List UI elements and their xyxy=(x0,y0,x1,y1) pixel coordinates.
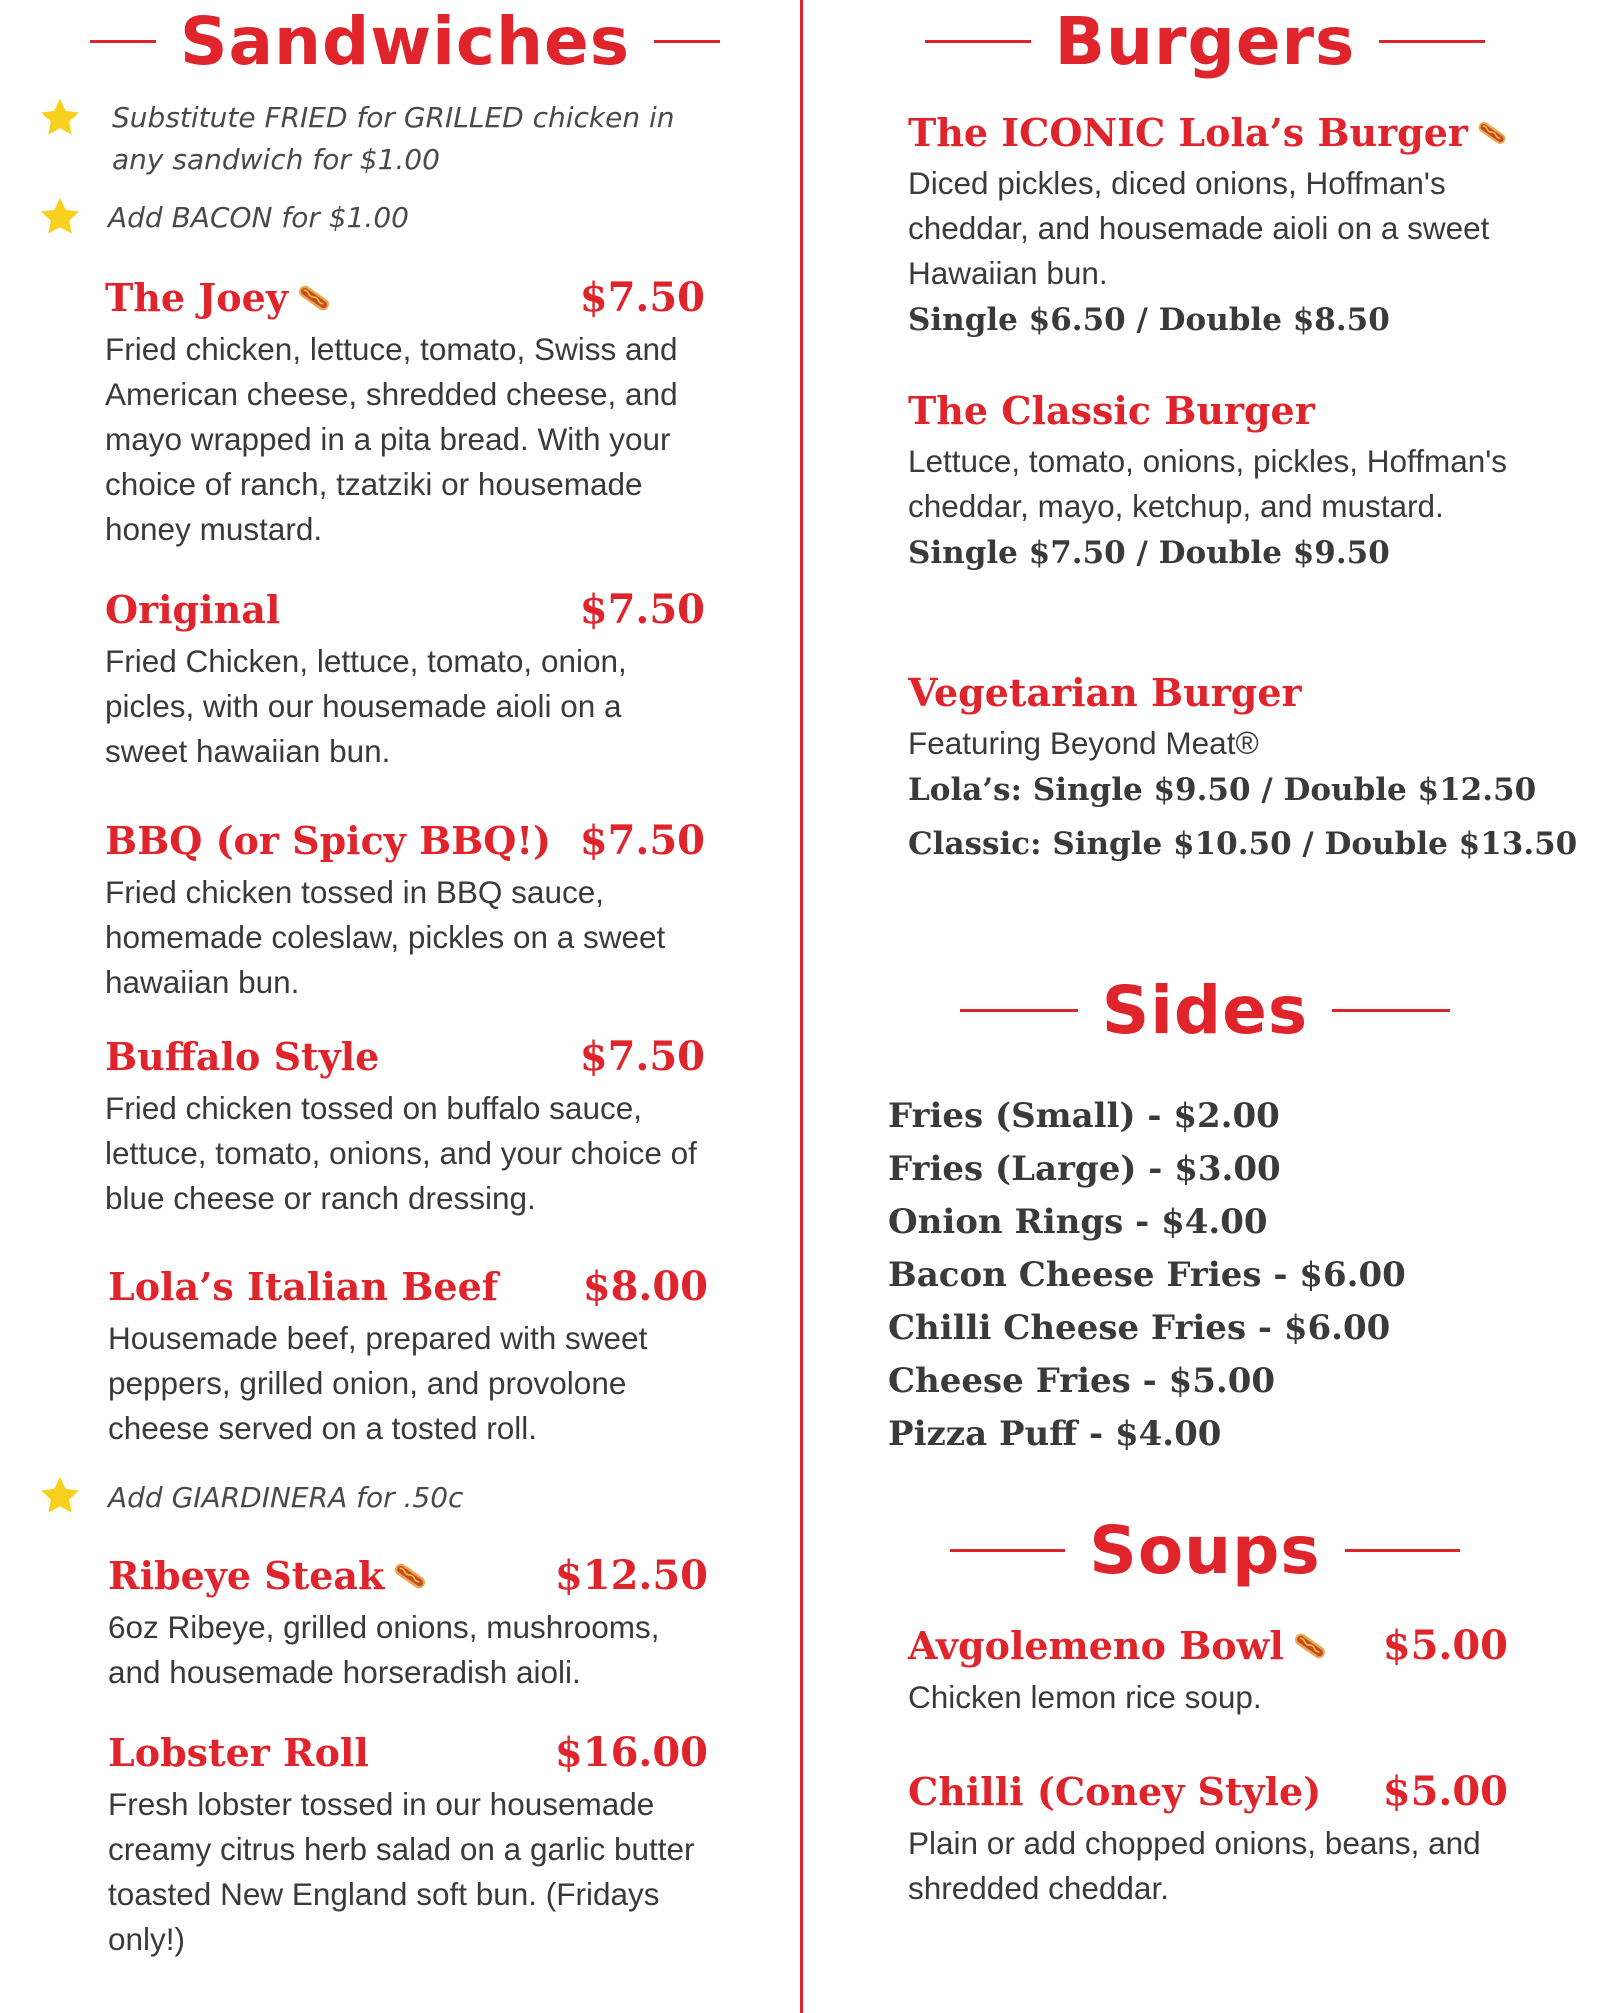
menu-item-lobster-roll xyxy=(108,1729,708,1962)
item-name: Chilli (Coney Style) xyxy=(908,1769,1322,1814)
note-bacon: Add BACON for $1.00 xyxy=(108,201,409,234)
section-title: Sandwiches xyxy=(179,2,631,80)
sides-heading xyxy=(960,965,1450,1055)
item-pricing-classic: Classic: Single $10.50 / Double $13.50 xyxy=(908,826,1578,862)
item-description: Chicken lemon rice soup. xyxy=(908,1679,1262,1715)
item-description: Fresh lobster tossed in our housemade creamy citrus herb salad on a garlic butter toasted New England soft bun. (Fridays only!) xyxy=(108,1786,695,1957)
side-item: Fries (Large) - $3.00 xyxy=(888,1149,1281,1189)
item-description: Diced pickles, diced onions, Hoffman's cheddar, and housemade aioli on a sweet Hawaiian bun. xyxy=(908,165,1490,291)
item-pricing-lolas: Lola’s: Single $9.50 / Double $12.50 xyxy=(908,772,1537,808)
menu-item-buffalo-style xyxy=(105,1033,705,1221)
sandwiches-heading xyxy=(90,0,720,82)
hotdog-icon xyxy=(392,1562,428,1590)
star-icon xyxy=(38,195,82,239)
item-name: Lobster Roll xyxy=(108,1730,369,1775)
item-pricing: Single $7.50 / Double $9.50 xyxy=(908,535,1390,571)
item-price: $5.00 xyxy=(1382,1768,1508,1815)
item-name: Ribeye Steak xyxy=(108,1553,385,1598)
section-title: Soups xyxy=(1089,1511,1321,1589)
section-title: Burgers xyxy=(1054,2,1356,80)
menu-item-italian-beef xyxy=(108,1263,708,1451)
menu-item-original xyxy=(105,586,705,774)
menu-item-bbq xyxy=(105,817,705,1005)
item-description: 6oz Ribeye, grilled onions, mushrooms, and housemade horseradish aioli. xyxy=(108,1609,660,1690)
menu-item-ribeye-steak xyxy=(108,1552,708,1695)
side-item: Fries (Small) - $2.00 xyxy=(888,1096,1280,1136)
heading-rule xyxy=(654,40,720,43)
soups-heading xyxy=(950,1505,1460,1595)
item-price: $7.50 xyxy=(579,586,705,633)
menu-item-chilli-coney xyxy=(908,1768,1508,1911)
item-name: Vegetarian Burger xyxy=(908,670,1302,715)
star-icon xyxy=(38,1474,82,1518)
side-item: Chilli Cheese Fries - $6.00 xyxy=(888,1308,1391,1348)
heading-rule xyxy=(1332,1009,1450,1012)
note-substitute: Substitute FRIED for GRILLED chicken in any sandwich for $1.00 xyxy=(112,101,675,176)
item-price: $16.00 xyxy=(554,1729,708,1776)
hotdog-icon xyxy=(296,284,332,312)
star-icon xyxy=(38,96,82,140)
burgers-heading xyxy=(925,0,1485,82)
sides-list xyxy=(888,1090,1406,1461)
item-price: $8.00 xyxy=(582,1263,708,1310)
item-description: Fried chicken tossed on buffalo sauce, lettuce, tomato, onions, and your choice of blue cheese or ranch dressing. xyxy=(105,1090,697,1216)
menu-item-vegetarian-burger xyxy=(908,670,1578,862)
item-price: $7.50 xyxy=(579,274,705,321)
menu-item-the-joey xyxy=(105,274,705,552)
item-description: Fried chicken, lettuce, tomato, Swiss and American cheese, shredded cheese, and mayo wrapped in a pita bread. With your choice of ranch, tzatziki or housemade honey mustard. xyxy=(105,331,678,547)
item-name: The Classic Burger xyxy=(908,388,1315,433)
menu-item-iconic-lolas-burger xyxy=(908,110,1508,338)
section-title: Sides xyxy=(1101,971,1309,1049)
item-pricing: Single $6.50 / Double $8.50 xyxy=(908,302,1390,338)
heading-rule xyxy=(960,1009,1078,1012)
item-name: Lola’s Italian Beef xyxy=(108,1264,499,1309)
heading-rule xyxy=(1345,1549,1460,1552)
side-item: Pizza Puff - $4.00 xyxy=(888,1414,1222,1454)
item-name: The Joey xyxy=(105,275,288,320)
item-description: Plain or add chopped onions, beans, and shredded cheddar. xyxy=(908,1825,1481,1906)
menu-item-classic-burger xyxy=(908,388,1508,571)
item-name: Original xyxy=(105,587,281,632)
item-description: Lettuce, tomato, onions, pickles, Hoffman's cheddar, mayo, ketchup, and mustard. xyxy=(908,443,1507,524)
heading-rule xyxy=(950,1549,1065,1552)
menu-item-avgolemeno-bowl xyxy=(908,1622,1508,1720)
item-price: $12.50 xyxy=(554,1552,708,1599)
hotdog-icon xyxy=(1292,1632,1328,1660)
side-item: Bacon Cheese Fries - $6.00 xyxy=(888,1255,1406,1295)
hotdog-icon xyxy=(1476,119,1508,147)
heading-rule xyxy=(925,40,1031,43)
note-giardinera: Add GIARDINERA for .50c xyxy=(108,1481,464,1514)
item-name: BBQ (or Spicy BBQ!) xyxy=(105,818,552,863)
item-name: Avgolemeno Bowl xyxy=(908,1623,1284,1668)
column-divider xyxy=(800,0,803,2013)
item-price: $5.00 xyxy=(1382,1622,1508,1669)
item-description: Housemade beef, prepared with sweet peppers, grilled onion, and provolone cheese served on a tosted roll. xyxy=(108,1320,648,1446)
item-name: The ICONIC Lola’s Burger xyxy=(908,110,1468,155)
item-description: Fried chicken tossed in BBQ sauce, homemade coleslaw, pickles on a sweet hawaiian bun. xyxy=(105,874,666,1000)
side-item: Cheese Fries - $5.00 xyxy=(888,1361,1276,1401)
heading-rule xyxy=(1379,40,1485,43)
item-price: $7.50 xyxy=(579,817,705,864)
item-description: Featuring Beyond Meat® xyxy=(908,725,1259,761)
item-price: $7.50 xyxy=(579,1033,705,1080)
item-name: Buffalo Style xyxy=(105,1034,380,1079)
heading-rule xyxy=(90,40,156,43)
side-item: Onion Rings - $4.00 xyxy=(888,1202,1268,1242)
item-description: Fried Chicken, lettuce, tomato, onion, picles, with our housemade aioli on a sweet hawaiian bun. xyxy=(105,643,627,769)
